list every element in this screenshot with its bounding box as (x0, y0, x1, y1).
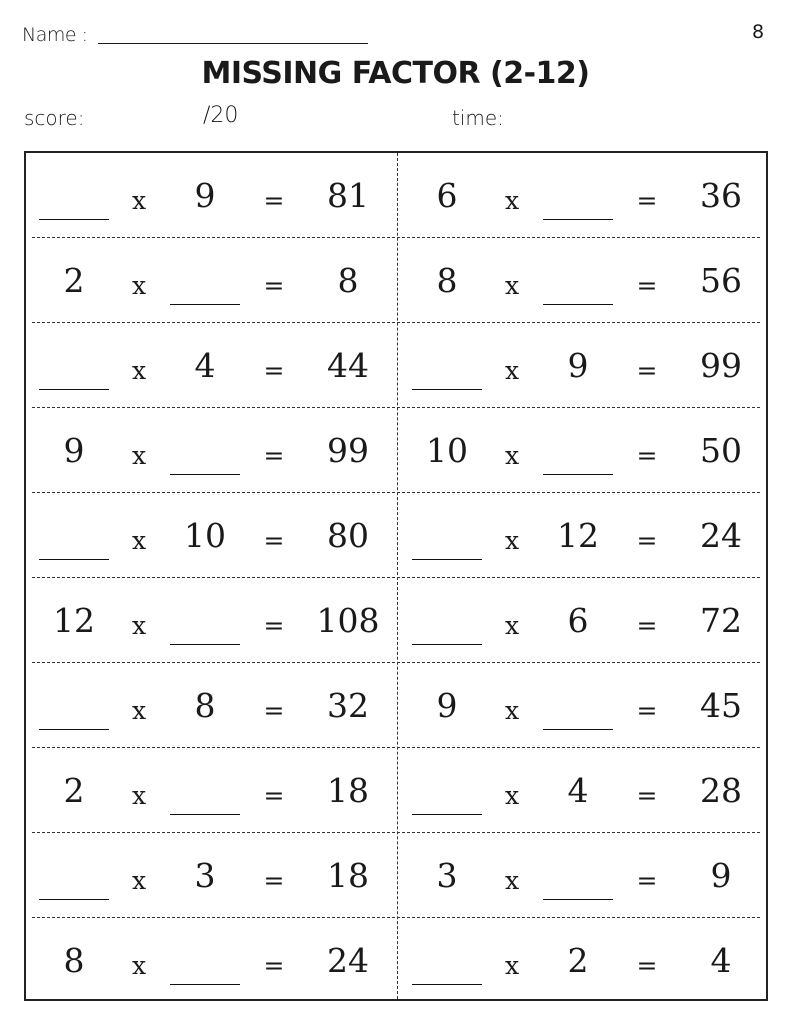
product-left: 81 (327, 176, 369, 215)
equals-sign-left: = (263, 696, 285, 725)
factor-left: 2 (63, 771, 85, 810)
equals-sign-right: = (636, 951, 658, 980)
times-sign-left: x (131, 611, 147, 640)
times-sign-left: x (131, 696, 147, 725)
name-field[interactable] (98, 43, 368, 44)
product-left: 32 (327, 686, 369, 725)
answer-blank-right[interactable] (543, 899, 613, 900)
factor-left: 2 (63, 261, 85, 300)
times-sign-right: x (504, 526, 520, 555)
factor-right: 9 (567, 346, 589, 385)
answer-blank-left[interactable] (39, 219, 109, 220)
factor-right: 6 (567, 601, 589, 640)
equals-sign-right: = (636, 781, 658, 810)
equals-sign-left: = (263, 866, 285, 895)
times-sign-left: x (131, 526, 147, 555)
product-left: 108 (316, 601, 380, 640)
times-sign-right: x (504, 186, 520, 215)
worksheet-grid (24, 151, 768, 1001)
equals-sign-left: = (263, 781, 285, 810)
factor-left: 9 (63, 431, 85, 470)
time-label: time: (452, 106, 504, 130)
equals-sign-right: = (636, 611, 658, 640)
problem-row (26, 153, 766, 238)
problem-row (26, 748, 766, 833)
factor-right: 2 (567, 941, 589, 980)
equals-sign-left: = (263, 186, 285, 215)
factor-right: 10 (426, 431, 468, 470)
factor-right: 12 (557, 516, 599, 555)
product-left: 24 (327, 941, 369, 980)
product-right: 28 (700, 771, 742, 810)
product-right: 4 (710, 941, 732, 980)
times-sign-right: x (504, 356, 520, 385)
factor-right: 4 (567, 771, 589, 810)
times-sign-left: x (131, 356, 147, 385)
product-right: 24 (700, 516, 742, 555)
times-sign-left: x (131, 951, 147, 980)
times-sign-right: x (504, 696, 520, 725)
answer-blank-left[interactable] (39, 389, 109, 390)
answer-blank-right[interactable] (543, 219, 613, 220)
product-right: 45 (700, 686, 742, 725)
times-sign-left: x (131, 781, 147, 810)
equals-sign-right: = (636, 866, 658, 895)
product-right: 9 (710, 856, 732, 895)
equals-sign-left: = (263, 611, 285, 640)
times-sign-right: x (504, 781, 520, 810)
equals-sign-left: = (263, 526, 285, 555)
equals-sign-right: = (636, 271, 658, 300)
answer-blank-left[interactable] (39, 899, 109, 900)
factor-left: 8 (63, 941, 85, 980)
times-sign-right: x (504, 441, 520, 470)
times-sign-right: x (504, 271, 520, 300)
answer-blank-left[interactable] (170, 644, 240, 645)
problem-row (26, 833, 766, 918)
equals-sign-left: = (263, 951, 285, 980)
product-left: 18 (327, 771, 369, 810)
factor-right: 9 (436, 686, 458, 725)
factor-left: 8 (194, 686, 216, 725)
product-right: 72 (700, 601, 742, 640)
answer-blank-right[interactable] (412, 389, 482, 390)
answer-blank-right[interactable] (543, 474, 613, 475)
answer-blank-left[interactable] (170, 304, 240, 305)
product-right: 36 (700, 176, 742, 215)
product-left: 8 (337, 261, 359, 300)
times-sign-left: x (131, 866, 147, 895)
factor-right: 6 (436, 176, 458, 215)
times-sign-right: x (504, 866, 520, 895)
answer-blank-right[interactable] (412, 984, 482, 985)
answer-blank-right[interactable] (412, 644, 482, 645)
factor-left: 3 (194, 856, 216, 895)
page-number: 8 (752, 21, 765, 43)
factor-right: 8 (436, 261, 458, 300)
problem-row (26, 578, 766, 663)
problem-row (26, 493, 766, 578)
answer-blank-left[interactable] (39, 559, 109, 560)
name-label: Name : (22, 24, 88, 46)
product-left: 18 (327, 856, 369, 895)
problem-row (26, 238, 766, 323)
product-right: 99 (700, 346, 742, 385)
times-sign-right: x (504, 951, 520, 980)
factor-right: 3 (436, 856, 458, 895)
answer-blank-left[interactable] (170, 984, 240, 985)
times-sign-right: x (504, 611, 520, 640)
factor-left: 4 (194, 346, 216, 385)
equals-sign-right: = (636, 696, 658, 725)
score-total: /20 (203, 103, 239, 128)
answer-blank-left[interactable] (170, 814, 240, 815)
problem-row (26, 918, 766, 1003)
problem-row (26, 323, 766, 408)
times-sign-left: x (131, 441, 147, 470)
equals-sign-left: = (263, 271, 285, 300)
equals-sign-right: = (636, 526, 658, 555)
problem-row (26, 663, 766, 748)
equals-sign-right: = (636, 356, 658, 385)
product-left: 80 (327, 516, 369, 555)
problem-row (26, 408, 766, 493)
answer-blank-right[interactable] (412, 814, 482, 815)
factor-left: 9 (194, 176, 216, 215)
equals-sign-left: = (263, 356, 285, 385)
answer-blank-left[interactable] (170, 474, 240, 475)
product-right: 56 (700, 261, 742, 300)
times-sign-left: x (131, 186, 147, 215)
factor-left: 10 (184, 516, 226, 555)
product-left: 99 (327, 431, 369, 470)
product-left: 44 (327, 346, 369, 385)
answer-blank-right[interactable] (412, 559, 482, 560)
page-title: MISSING FACTOR (2-12) (201, 56, 590, 91)
answer-blank-right[interactable] (543, 304, 613, 305)
times-sign-left: x (131, 271, 147, 300)
factor-left: 12 (53, 601, 95, 640)
equals-sign-left: = (263, 441, 285, 470)
product-right: 50 (700, 431, 742, 470)
equals-sign-right: = (636, 186, 658, 215)
equals-sign-right: = (636, 441, 658, 470)
answer-blank-left[interactable] (39, 729, 109, 730)
score-label: score: (24, 106, 85, 130)
answer-blank-right[interactable] (543, 729, 613, 730)
